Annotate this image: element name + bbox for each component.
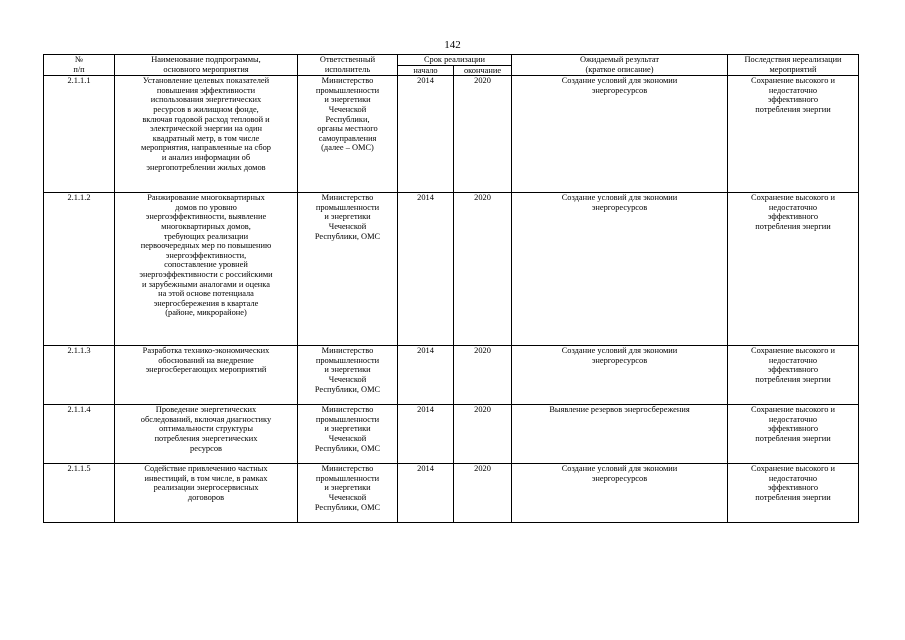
row-responsible-cell-line: и энергетики: [324, 424, 371, 434]
row-name-cell: [115, 464, 298, 523]
row-consequences-cell-line: Сохранение высокого и: [751, 76, 835, 86]
row-name-cell-line: Ранжирование многоквартирных: [147, 193, 265, 203]
row-responsible-cell-line: и энергетики: [324, 212, 371, 222]
header-result: [512, 55, 728, 76]
row-result-cell-line: энергоресурсов: [591, 473, 648, 483]
row-consequences-cell-line: эффективного: [767, 483, 819, 493]
row-name-cell-line: оптимальности структуры: [159, 424, 253, 434]
row-name-cell-line: требующих реализации: [163, 231, 249, 241]
row-result-cell-line: Создание условий для экономии: [561, 346, 678, 356]
row-responsible-cell: [298, 405, 398, 464]
row-responsible-cell-line: Республики, ОМС: [314, 231, 381, 241]
row-consequences-cell-line: потребления энергии: [755, 104, 831, 114]
row-number-cell: 2.1.1.5: [44, 464, 115, 523]
row-consequences-cell: [728, 76, 859, 193]
row-end-cell: 2020: [454, 405, 512, 464]
row-name-cell-line: энергоэффективности,: [165, 250, 247, 260]
row-responsible-cell-line: промышленности: [315, 202, 380, 212]
row-responsible-cell-line: Чеченской: [328, 492, 367, 502]
row-name-cell: [115, 193, 298, 346]
row-responsible-cell-line: и энергетики: [324, 483, 371, 493]
header-consequences: [728, 55, 859, 76]
row-consequences-cell-line: недостаточно: [768, 355, 818, 365]
row-responsible-cell: [298, 464, 398, 523]
row-number-cell: 2.1.1.3: [44, 346, 115, 405]
row-responsible-cell-line: Республики, ОМС: [314, 384, 381, 394]
row-consequences-cell: [728, 405, 859, 464]
table-row: [44, 193, 859, 346]
row-consequences-cell-line: Сохранение высокого и: [751, 346, 835, 356]
header-responsible: [298, 55, 398, 76]
row-consequences-cell-line: недостаточно: [768, 85, 818, 95]
row-responsible-cell-line: Республики, ОМС: [314, 502, 381, 512]
header-responsible-line1: Ответственный: [319, 55, 376, 64]
row-name-cell-line: электрической энергии на один: [150, 124, 262, 134]
row-name-cell-line: обследований, включая диагностику: [140, 414, 272, 424]
row-responsible-cell-line: Министерство: [321, 76, 374, 86]
header-number: [44, 55, 115, 76]
row-consequences-cell-line: эффективного: [767, 212, 819, 222]
table-body: [44, 76, 859, 523]
row-consequences-cell-line: Сохранение высокого и: [751, 193, 835, 203]
row-consequences-cell-line: потребления энергии: [755, 492, 831, 502]
row-name-cell-line: Установление целевых показателей: [142, 76, 270, 86]
row-responsible-cell-line: промышленности: [315, 355, 380, 365]
table-row: [44, 346, 859, 405]
row-consequences-cell: [728, 464, 859, 523]
row-responsible-cell-line: Министерство: [321, 346, 374, 356]
row-end-cell: 2020: [454, 346, 512, 405]
row-name-cell-line: на этой основе потенциала: [158, 289, 254, 299]
row-responsible-cell: [298, 76, 398, 193]
row-consequences-cell-line: эффективного: [767, 365, 819, 375]
row-name-cell-line: использования энергетических: [150, 95, 262, 105]
header-consequences-line2: мероприятий: [769, 64, 817, 74]
row-responsible-cell-line: Республики,: [325, 114, 370, 124]
row-name-cell-line: первоочередных мер по повышению: [140, 241, 272, 251]
row-name-cell-line: инвестиций, в том числе, в рамках: [144, 473, 268, 483]
row-result-cell: [512, 405, 728, 464]
row-responsible-cell-line: и энергетики: [324, 365, 371, 375]
row-result-cell: [512, 346, 728, 405]
table-row: [44, 76, 859, 193]
row-consequences-cell-line: недостаточно: [768, 414, 818, 424]
row-end-cell: 2020: [454, 193, 512, 346]
row-name-cell-line: (районе, микрорайоне): [165, 308, 247, 318]
row-consequences-cell-line: эффективного: [767, 424, 819, 434]
table-header: [44, 55, 859, 76]
row-result-cell-line: энергоресурсов: [591, 202, 648, 212]
row-result-cell-line: Создание условий для экономии: [561, 76, 678, 86]
table-row: [44, 405, 859, 464]
row-name-cell-line: повышения эффективности: [156, 85, 256, 95]
row-name-cell-line: договоров: [187, 492, 225, 502]
header-name-line2: основного мероприятия: [163, 64, 249, 74]
header-number-line1: №: [75, 55, 83, 64]
row-name-cell-line: многоквартирных домов,: [161, 221, 251, 231]
row-result-cell: [512, 193, 728, 346]
row-number-cell: 2.1.1.1: [44, 76, 115, 193]
row-name-cell-line: мероприятия, направленные на сбор: [141, 143, 271, 153]
row-name-cell-line: сопоставление уровней: [164, 260, 248, 270]
row-consequences-cell-line: Сохранение высокого и: [751, 464, 835, 474]
row-name-cell: [115, 405, 298, 464]
row-responsible-cell-line: Чеченской: [328, 104, 367, 114]
header-name-line1: Наименование подпрограммы,: [151, 55, 261, 64]
row-consequences-cell-line: недостаточно: [768, 202, 818, 212]
row-start-cell: 2014: [398, 193, 454, 346]
row-responsible-cell: [298, 193, 398, 346]
row-result-cell-line: Создание условий для экономии: [561, 193, 678, 203]
row-name-cell-line: энергосберегающих мероприятий: [145, 365, 267, 375]
row-start-cell: 2014: [398, 346, 454, 405]
row-name-cell-line: реализации энергосервисных: [153, 483, 259, 493]
row-name-cell-line: обоснований на внедрение: [158, 355, 254, 365]
row-consequences-cell-line: недостаточно: [768, 473, 818, 483]
row-name-cell-line: и анализ информации об: [161, 152, 251, 162]
row-name-cell: [115, 346, 298, 405]
row-name-cell-line: энергопотреблении жилых домов: [146, 162, 266, 172]
row-responsible-cell-line: промышленности: [315, 85, 380, 95]
row-consequences-cell-line: эффективного: [767, 95, 819, 105]
row-consequences-cell-line: потребления энергии: [755, 374, 831, 384]
row-name-cell: [115, 76, 298, 193]
row-start-cell: 2014: [398, 405, 454, 464]
row-end-cell: 2020: [454, 464, 512, 523]
row-consequences-cell-line: Сохранение высокого и: [751, 405, 835, 415]
row-result-cell-line: Создание условий для экономии: [561, 464, 678, 474]
row-name-cell-line: домов по уровню: [175, 202, 237, 212]
row-name-cell-line: потребления энергетических: [154, 433, 258, 443]
row-start-cell: 2014: [398, 76, 454, 193]
row-name-cell-line: энергоэффективности с российскими: [139, 269, 273, 279]
row-responsible-cell-line: и энергетики: [324, 95, 371, 105]
row-name-cell-line: Разработка технико-экономических: [142, 346, 270, 356]
header-result-line1: Ожидаемый результат: [579, 55, 660, 64]
row-responsible-cell-line: Республики, ОМС: [314, 443, 381, 453]
row-name-cell-line: квадратный метр, в том числе: [152, 133, 260, 143]
row-responsible-cell-line: самоуправления: [318, 133, 377, 143]
row-name-cell-line: энергосбережения в квартале: [153, 298, 259, 308]
row-name-cell-line: включая годовой расход тепловой и: [142, 114, 270, 124]
row-responsible-cell-line: Чеченской: [328, 374, 367, 384]
row-consequences-cell-line: потребления энергии: [755, 221, 831, 231]
row-start-cell: 2014: [398, 464, 454, 523]
row-name-cell-line: Содействие привлечению частных: [144, 464, 268, 474]
row-responsible-cell-line: Чеченской: [328, 221, 367, 231]
row-consequences-cell: [728, 193, 859, 346]
row-result-cell-line: Выявление резервов энергосбережения: [549, 405, 690, 415]
row-responsible-cell-line: Министерство: [321, 193, 374, 203]
row-responsible-cell-line: (далее – ОМС): [321, 143, 374, 153]
row-name-cell-line: Проведение энергетических: [155, 405, 257, 415]
row-end-cell: 2020: [454, 76, 512, 193]
header-name: [115, 55, 298, 76]
row-number-cell: 2.1.1.2: [44, 193, 115, 346]
row-consequences-cell-line: потребления энергии: [755, 433, 831, 443]
row-responsible-cell-line: органы местного: [317, 124, 378, 134]
header-consequences-line1: Последствия нереализации: [744, 55, 842, 64]
row-result-cell-line: энергоресурсов: [591, 85, 648, 95]
header-start: начало: [398, 65, 454, 76]
page-number: 142: [444, 39, 461, 51]
row-result-cell: [512, 464, 728, 523]
header-responsible-line2: исполнитель: [324, 64, 371, 74]
row-consequences-cell: [728, 346, 859, 405]
table-row: [44, 464, 859, 523]
row-responsible-cell-line: Министерство: [321, 464, 374, 474]
program-measures-table: [43, 54, 859, 523]
row-name-cell-line: энергоэффективности, выявление: [145, 212, 267, 222]
row-responsible-cell-line: промышленности: [315, 414, 380, 424]
row-name-cell-line: ресурсов в жилищном фонде,: [153, 104, 259, 114]
row-responsible-cell-line: промышленности: [315, 473, 380, 483]
row-name-cell-line: ресурсов: [190, 443, 222, 453]
header-term: Срок реализации: [398, 55, 512, 66]
row-result-cell: [512, 76, 728, 193]
row-responsible-cell: [298, 346, 398, 405]
row-responsible-cell-line: Министерство: [321, 405, 374, 415]
header-result-line2: (краткое описание): [585, 64, 654, 74]
row-responsible-cell-line: Чеченской: [328, 433, 367, 443]
header-number-line2: п/п: [73, 64, 85, 74]
row-result-cell-line: энергоресурсов: [591, 355, 648, 365]
row-name-cell-line: и зарубежными аналогами и оценка: [142, 279, 270, 289]
header-end: окончание: [454, 65, 512, 76]
row-number-cell: 2.1.1.4: [44, 405, 115, 464]
